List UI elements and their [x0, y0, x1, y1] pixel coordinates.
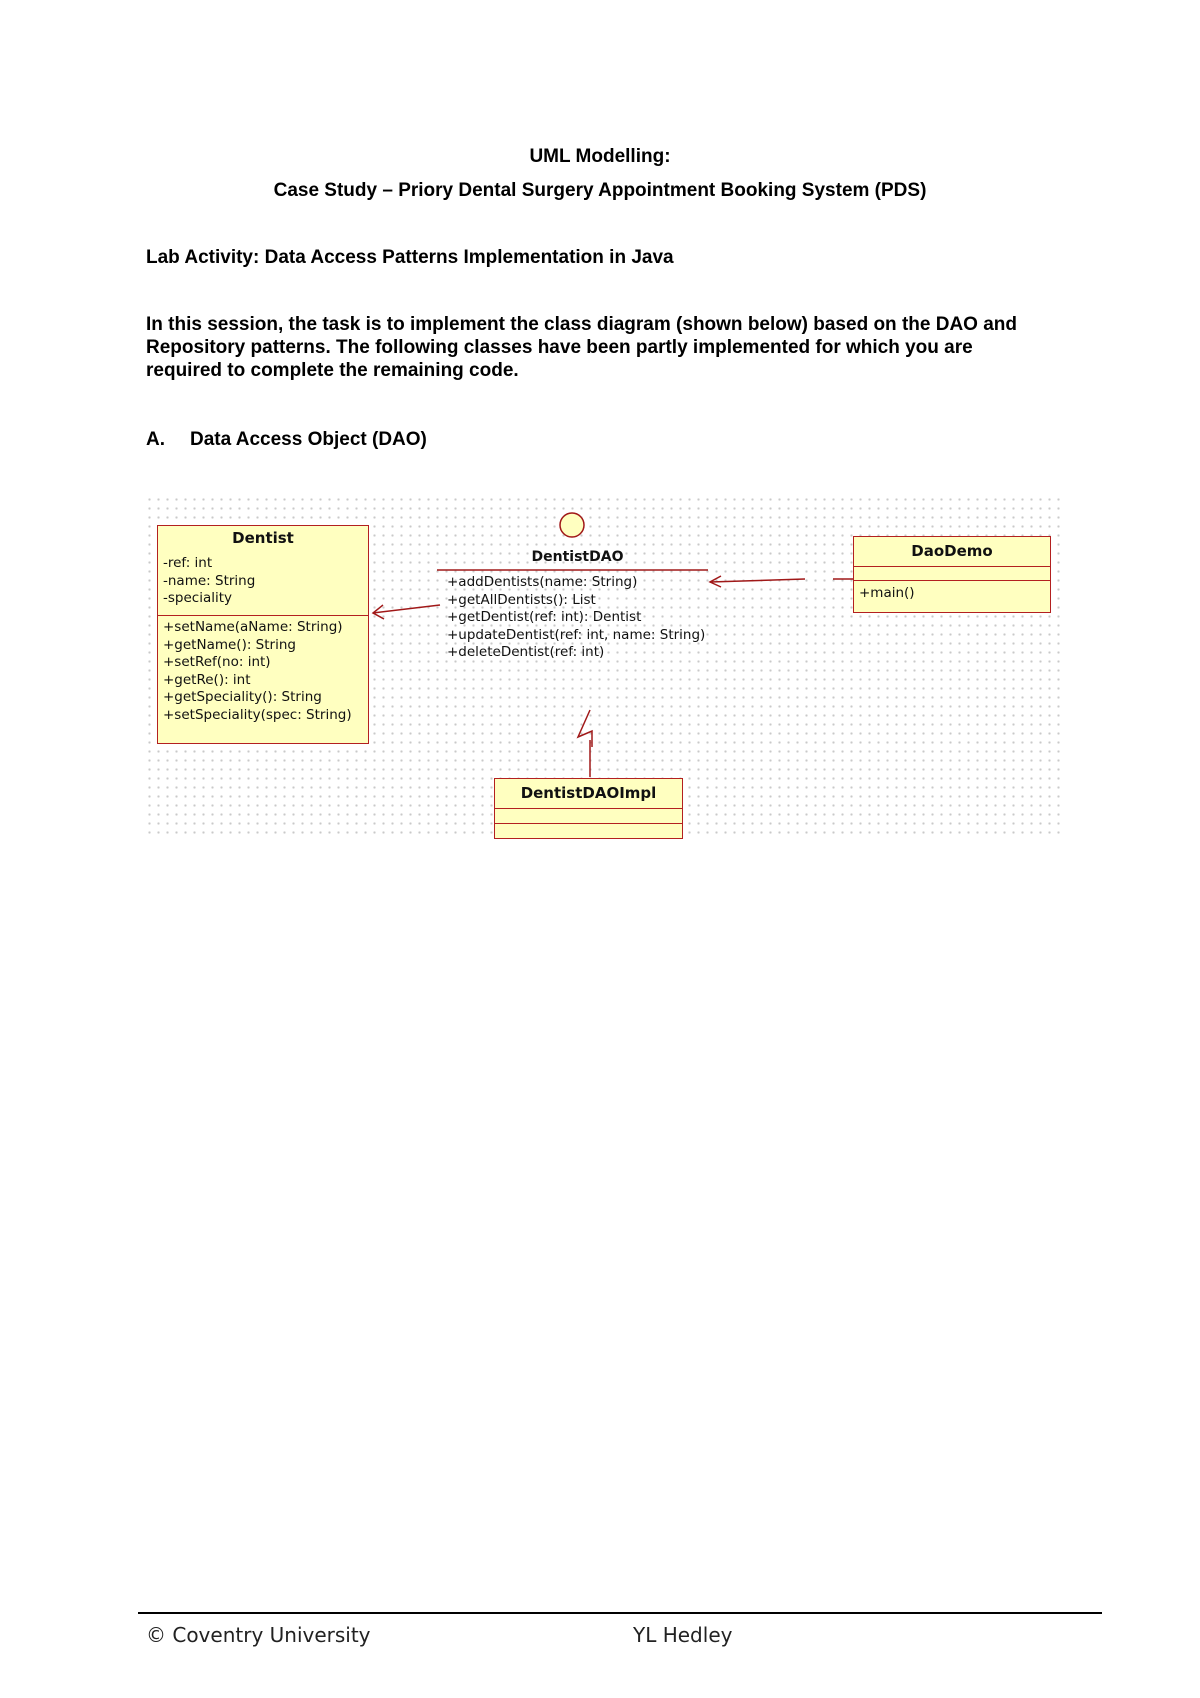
footer-author: YL Hedley [633, 1623, 733, 1647]
section-heading [146, 429, 427, 451]
dentist-dao-operations [440, 569, 715, 662]
uml-class-diagram [145, 495, 1060, 840]
footer-rule [138, 1612, 1102, 1614]
dao-demo-operation: +main() [859, 585, 915, 601]
dentist-attribute: -ref: int [163, 555, 213, 571]
document-title: UML Modelling: [529, 146, 671, 167]
dentist-dao-interface [440, 545, 715, 662]
dao-to-dentist-association [373, 605, 440, 613]
dentist-operations [158, 616, 368, 724]
footer-copyright: © Coventry University [146, 1623, 371, 1647]
dentist-operation: +setRef(no: int) [163, 654, 271, 670]
dentist-attribute: -name: String [163, 572, 256, 589]
section-letter: A. [146, 429, 165, 450]
dentist-dao-operation: +getDentist(ref: int): Dentist [447, 609, 642, 625]
dentist-operation: +setSpeciality(spec: String) [163, 706, 352, 723]
lab-activity-heading: Lab Activity: Data Access Patterns Implementation in Java [146, 247, 674, 268]
dao-demo-class-name: DaoDemo [911, 542, 993, 560]
section-title: Data Access Object (DAO) [190, 429, 427, 450]
dentist-operation: +getName(): String [163, 636, 296, 653]
dentist-attributes [158, 555, 368, 615]
dentist-operation: +getSpeciality(): String [163, 689, 322, 705]
dentist-dao-impl-class-name: DentistDAOImpl [520, 784, 657, 802]
dentist-dao-operation: +updateDentist(ref: int, name: String) [447, 626, 706, 643]
dentist-dao-impl-class [494, 778, 683, 839]
dao-demo-attributes [854, 567, 1050, 580]
dentist-attribute: -speciality [163, 590, 233, 606]
dao-demo-class [853, 536, 1051, 613]
demo-to-dao-association [710, 579, 805, 582]
document-subtitle: Case Study – Priory Dental Surgery Appointment Booking System (PDS) [273, 180, 927, 201]
dentist-dao-operation: +getAllDentists(): List [447, 591, 596, 608]
dentist-dao-impl-separator [495, 823, 682, 824]
intro-paragraph: In this session, the task is to implement the class diagram (shown below) based on the DAO and Repository patterns. The following classes have been partly implemented for which you are required to complete the remaining code. [146, 314, 1018, 381]
dentist-operation: +getRe(): int [163, 671, 251, 688]
dentist-dao-impl-attributes [495, 809, 682, 823]
dentist-dao-name: DentistDAO [531, 549, 624, 565]
interface-lollipop-icon [560, 513, 584, 537]
dentist-class [157, 525, 369, 744]
dentist-operation: +setName(aName: String) [163, 619, 343, 635]
dentist-dao-operation: +addDentists(name: String) [447, 574, 638, 590]
dentist-dao-operation: +deleteDentist(ref: int) [447, 644, 605, 660]
dentist-class-name: Dentist [232, 529, 294, 547]
